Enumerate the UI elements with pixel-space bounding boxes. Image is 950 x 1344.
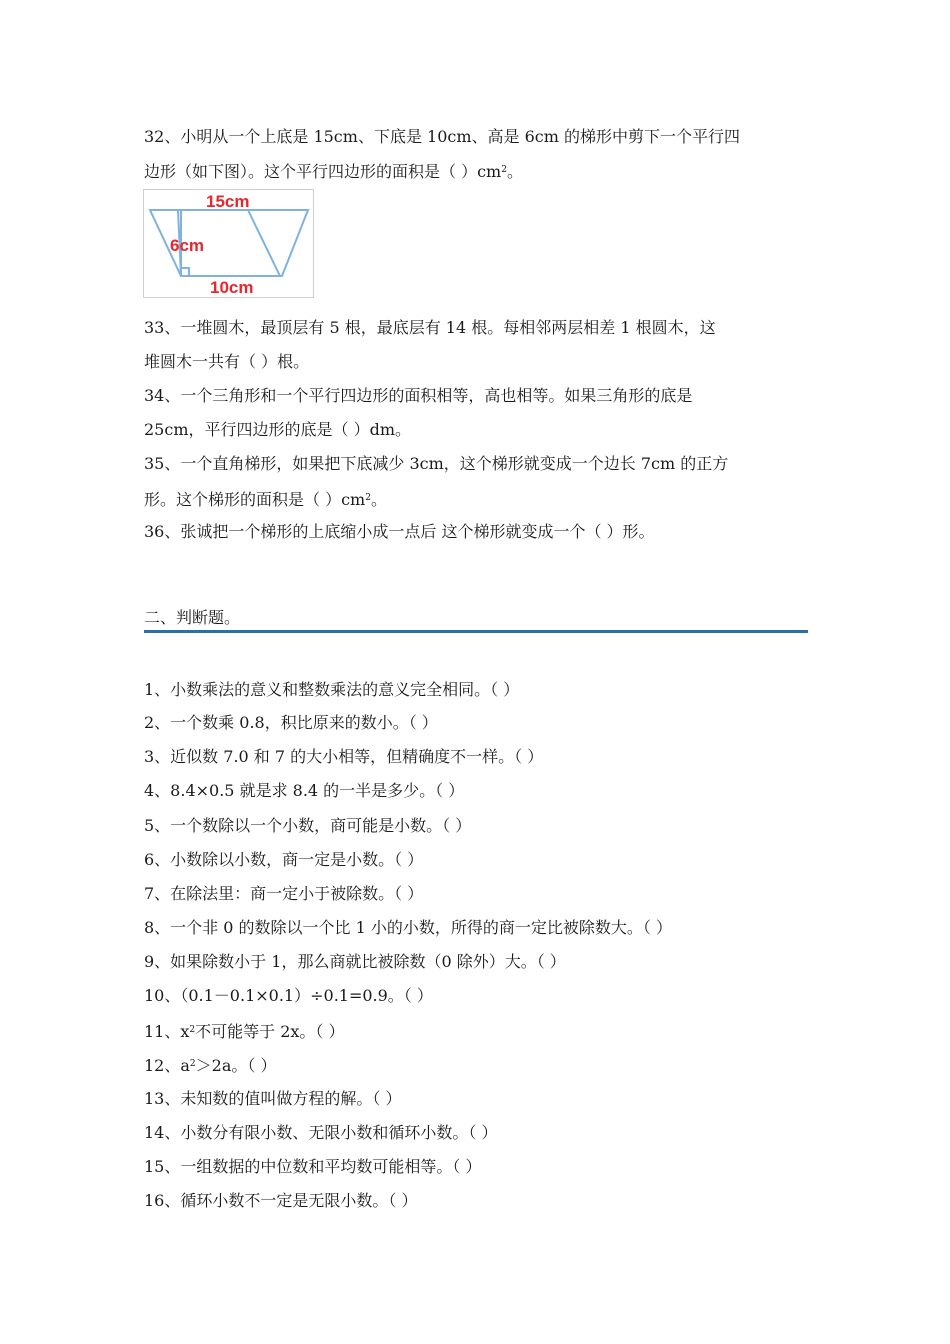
question-35-line-2 — [144, 488, 812, 510]
trapezoid-diagram — [144, 190, 313, 297]
judgement-question-15: 15、一组数据的中位数和平均数可能相等。（ ） — [144, 1157, 482, 1176]
square-superscript: 2 — [365, 493, 371, 503]
question-32-line-1: 32、小明从一个上底是 15cm、下底是 10cm、高是 6cm 的梯形中剪下一个平行四 — [144, 127, 741, 146]
top-base-label: 15cm — [206, 192, 250, 211]
judgement-question-8: 8、一个非 0 的数除以一个比 1 小的小数，所得的商一定比被除数大。（ ） — [144, 918, 672, 937]
judgement-question-4: 4、8.4×0.5 就是求 8.4 的一半是多少。（ ） — [144, 781, 465, 800]
section-divider — [144, 630, 808, 633]
judgement-question-12 — [144, 1054, 812, 1076]
question-32-end: 。 — [506, 162, 523, 181]
question-32-line-2 — [144, 160, 812, 182]
judgement-question-5: 5、一个数除以一个小数，商可能是小数。（ ） — [144, 816, 472, 835]
judgement-question-2: 2、一个数乘 0.8，积比原来的数小。（ ） — [144, 713, 438, 732]
judgement-question-3: 3、近似数 7.0 和 7 的大小相等，但精确度不一样。（ ） — [144, 747, 544, 766]
judgement-question-6: 6、小数除以小数，商一定是小数。（ ） — [144, 850, 424, 869]
question-32-text: 边形（如下图）。这个平行四边形的面积是（ ）cm — [144, 162, 502, 181]
question-12-text: 12、a — [144, 1056, 190, 1075]
judgement-question-7: 7、在除法里：商一定小于被除数。（ ） — [144, 884, 424, 903]
judgement-question-13: 13、未知数的值叫做方程的解。（ ） — [144, 1089, 402, 1108]
judgement-question-16: 16、循环小数不一定是无限小数。（ ） — [144, 1191, 418, 1210]
trapezoid-figure — [143, 189, 314, 298]
height-label: 6cm — [170, 236, 205, 255]
parallelogram-side-line — [248, 210, 280, 276]
judgement-question-9: 9、如果除数小于 1，那么商就比被除数（0 除外）大。（ ） — [144, 952, 566, 971]
judgement-question-14: 14、小数分有限小数、无限小数和循环小数。（ ） — [144, 1123, 498, 1142]
judgement-question-11 — [144, 1020, 812, 1042]
question-35-line-1: 35、一个直角梯形，如果把下底减少 3cm，这个梯形就变成一个边长 7cm 的正方 — [144, 454, 729, 473]
question-34-line-2: 25cm，平行四边形的底是（ ）dm。 — [144, 420, 411, 439]
question-11-text: 11、x — [144, 1022, 190, 1041]
question-36: 36、张诚把一个梯形的上底缩小成一点后 这个梯形就变成一个（ ）形。 — [144, 522, 655, 541]
question-33-line-1: 33、一堆圆木，最顶层有 5 根，最底层有 14 根。每相邻两层相差 1 根圆木，这 — [144, 318, 716, 337]
right-angle-mark — [181, 268, 189, 276]
bottom-base-label: 10cm — [210, 278, 254, 297]
square-superscript: 2 — [189, 1025, 196, 1035]
question-11-end: 不可能等于 2x。（ ） — [195, 1022, 345, 1041]
question-35-end: 。 — [370, 490, 387, 509]
question-35-text: 形。这个梯形的面积是（ ）cm — [144, 490, 366, 509]
question-34-line-1: 34、一个三角形和一个平行四边形的面积相等，高也相等。如果三角形的底是 — [144, 386, 693, 405]
section-title-judgement: 二、判断题。 — [144, 608, 241, 627]
square-superscript: 2 — [501, 165, 507, 175]
judgement-question-10: 10、（0.1－0.1×0.1）÷0.1=0.9。（ ） — [144, 986, 433, 1005]
question-33-line-2: 堆圆木一共有（ ）根。 — [144, 352, 310, 371]
square-superscript: 2 — [189, 1059, 196, 1069]
judgement-question-1: 1、小数乘法的意义和整数乘法的意义完全相同。（ ） — [144, 680, 520, 699]
question-12-end: ＞2a。（ ） — [195, 1056, 277, 1075]
